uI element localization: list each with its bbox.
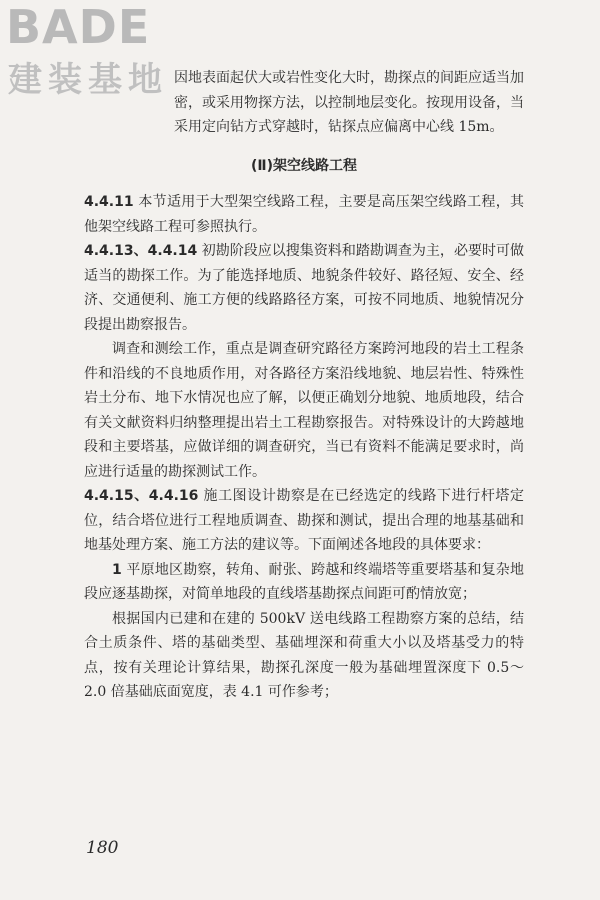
list-number: 1 <box>112 561 122 578</box>
clause-number: 4.4.11 <box>84 194 134 210</box>
clause-4-4-13 <box>84 239 524 337</box>
clause-number: 4.4.13、4.4.14 <box>84 243 198 259</box>
list-item-1 <box>84 558 524 607</box>
clause-text: 施工图设计勘察是在已经选定的线路下进行杆塔定位，结合塔位进行工程地质调查、勘探和测试，提出合理的地基基础和地基处理方案、施工方法的建议等。下面阐述各地段的具体要求： <box>84 488 525 553</box>
paragraph-continued: 因地表面起伏大或岩性变化大时，勘探点的间距应适当加密，或采用物探方法，以控制地层变化。按现用设备，当采用定向钻方式穿越时，钻探点应偏离中心线 15m。 <box>174 70 524 135</box>
page-body <box>84 66 524 705</box>
section-title: (Ⅱ)架空线路工程 <box>250 157 358 174</box>
clause-4-4-11 <box>84 190 524 239</box>
logo-wordmark: BADE <box>6 0 151 54</box>
logo-chinese: 建装基地 <box>8 60 168 100</box>
clause-text: 初勘阶段应以搜集资料和踏勘调查为主，必要时可做适当的勘探工作。为了能选择地质、地貌条件较好、路径短、安全、经济、交通便利、施工方便的线路路径方案，可按不同地质、地貌情况分段提出勘察报告。 <box>84 243 525 333</box>
paragraph-depth: 根据国内已建和在建的 500kV 送电线路工程勘察方案的总结，结合土质条件、塔的基础类型、基础埋深和荷重大小以及塔基受力的特点，按有关理论计算结果，勘探孔深度一般为基础埋置深度下 0.5～2.0 倍基础底面宽度，表 4.1 可作参考； <box>84 610 524 700</box>
page-number: 180 <box>86 838 119 858</box>
clause-4-4-15 <box>84 484 524 558</box>
list-text: 平原地区勘察，转角、耐张、跨越和终端塔等重要塔基和复杂地段应逐基勘探，对简单地段的直线塔基勘探点间距可酌情放宽； <box>84 561 525 602</box>
clause-text: 本节适用于大型架空线路工程，主要是高压架空线路工程，其他架空线路工程可参照执行。 <box>84 194 525 235</box>
clause-number: 4.4.15、4.4.16 <box>84 488 199 504</box>
paragraph-survey: 调查和测绘工作，重点是调查研究路径方案跨河地段的岩土工程条件和沿线的不良地质作用，对各路径方案沿线地貌、地层岩性、特殊性岩土分布、地下水情况也应了解，以便正确划分地貌、地质地段，结合有关文献资料归纳整理提出岩土工程勘察报告。对特殊设计的大跨越地段和主要塔基，应做详细的调查研究，当已有资料不能满足要求时，尚应进行适量的勘探测试工作。 <box>84 341 524 480</box>
